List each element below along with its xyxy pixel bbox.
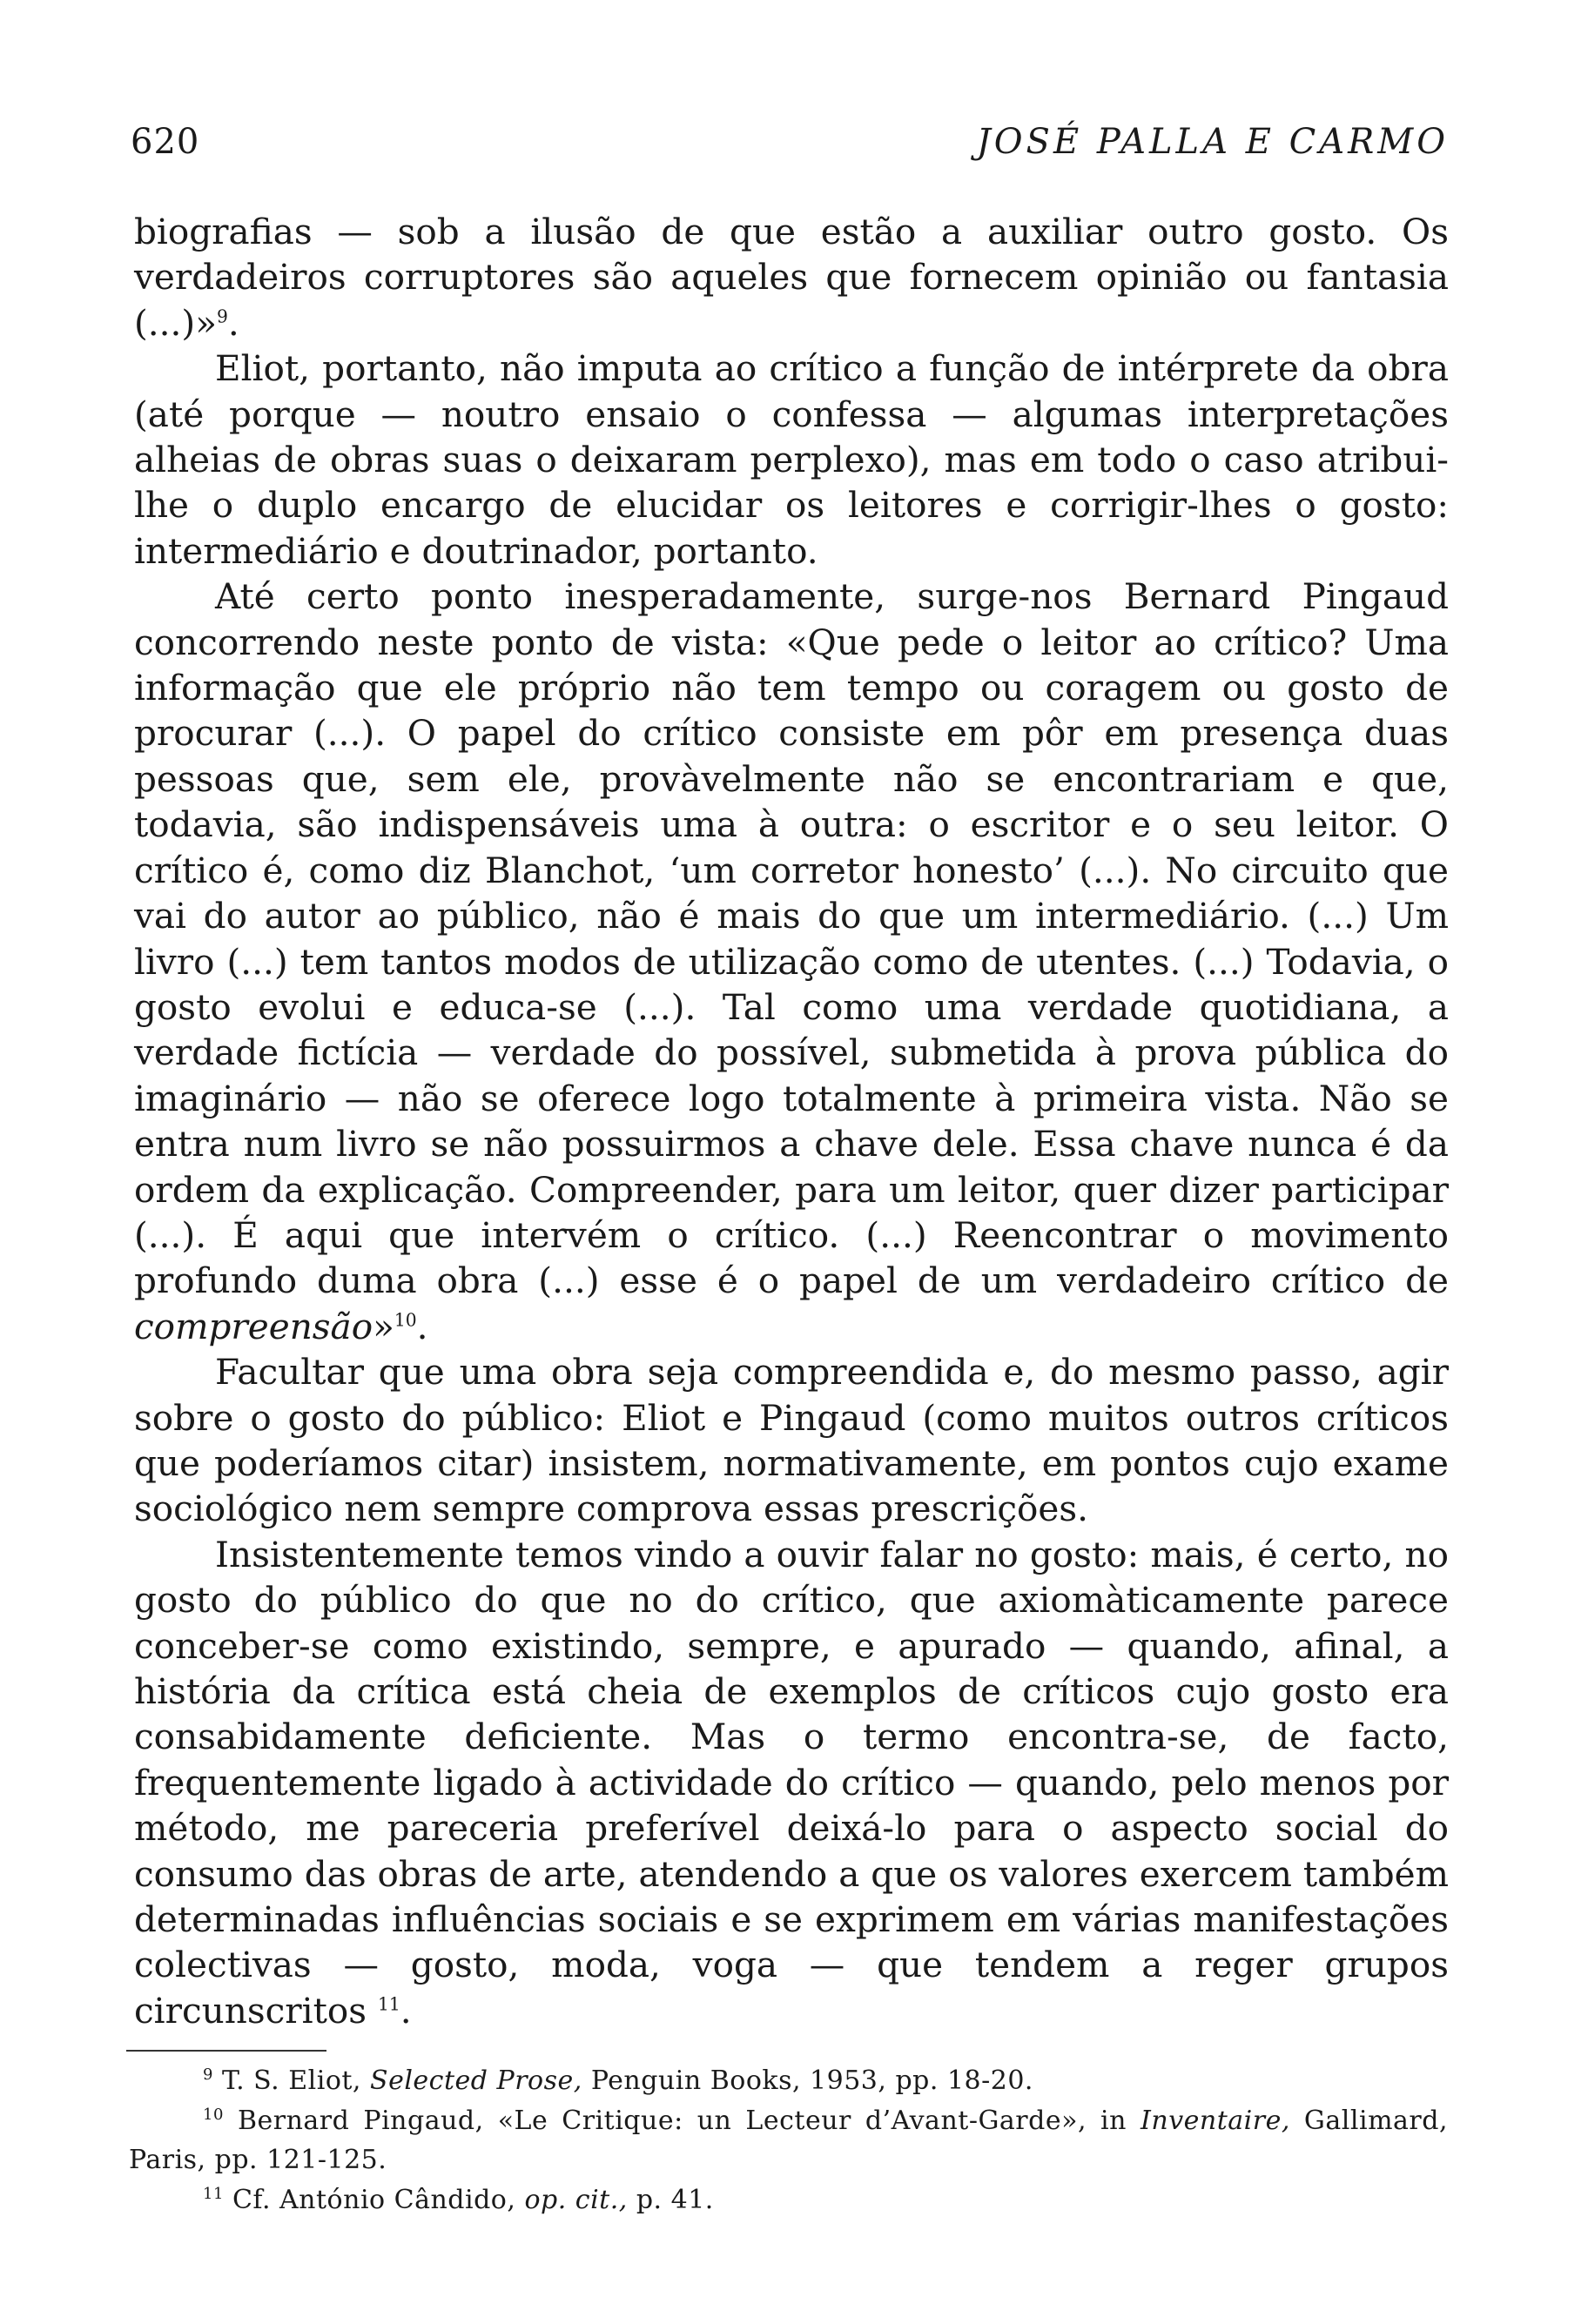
- paragraph-text: Até certo ponto inesperadamente, surge-nos Bernard Pingaud concorrendo neste ponto de vista: «Que pede o leitor ao crítico? Uma informação que ele próprio não tem tempo ou coragem ou gosto de procurar (...). O papel do crítico consiste em pôr em presença duas pessoas que, sem ele, provàvelmente não se encontrariam e que, todavia, são indispensáveis uma à outra: o escritor e o seu leitor. O crítico é, como diz Blanchot, ‘um corretor honesto’ (...). No circuito que vai do autor ao público, não é mais do que um intermediário. (...) Um livro (...) tem tantos modos de utilização como de utentes. (...) Todavia, o gosto evolui e educa-se (...). Tal como uma verdade quotidiana, a verdade fictícia — verdade do possível, submetida à prova pública do imaginário — não se oferece logo totalmente à primeira vista. Não se entra num livro se não possuirmos a chave dele. Essa chave nunca é da ordem da explicação. Compreender, para um leitor, quer dizer participar (...). É aqui que intervém o crítico. (...) Reencontrar o movimento profundo duma obra (...) esse é o papel de um verdadeiro crítico de: [134, 575, 1449, 1302]
- paragraph-4: [134, 1349, 1449, 1532]
- paragraph-3: [134, 574, 1449, 1349]
- running-head: [131, 122, 1449, 162]
- footnote-ref-9: 9: [217, 306, 228, 327]
- paragraph-5: [134, 1532, 1449, 2033]
- paragraph-text: »: [373, 1305, 394, 1347]
- footnote-ref-10: 10: [394, 1309, 417, 1331]
- footnote-9: [129, 2061, 1448, 2101]
- paragraph-2: [134, 346, 1449, 574]
- footnote-title: Selected Prose,: [370, 2065, 582, 2096]
- footnote-11: [129, 2180, 1448, 2220]
- footnote-title: Inventaire,: [1141, 2105, 1290, 2136]
- paragraph-text: Eliot, portanto, não imputa ao crítico a função de intérprete da obra (até porque — noutro ensaio o confessa — algumas interpretações alheias de obras suas o deixaram perplexo), mas em todo o caso atribui-lhe o duplo encargo de elucidar os leitores e corrigir-lhes o gosto: intermediário e doutrinador, portanto.: [134, 347, 1449, 572]
- paragraph-text: .: [416, 1305, 428, 1347]
- footnote-number: 11: [203, 2184, 224, 2203]
- running-title: JOSÉ PALLA E CARMO: [976, 122, 1449, 162]
- footnote-ref-11: 11: [377, 1993, 400, 2015]
- footnote-text: p. 41.: [627, 2184, 714, 2215]
- footnote-rule: [126, 2050, 326, 2052]
- paragraph-text: .: [400, 1989, 412, 2032]
- footnote-text: Bernard Pingaud, «Le Critique: un Lecteur d’Avant-Garde», in: [237, 2105, 1141, 2136]
- paragraph-text: Facultar que uma obra seja compreendida e, do mesmo passo, agir sobre o gosto do público: Eliot e Pingaud (como muitos outros críticos que poderíamos citar) insistem, normativamente, em pontos cujo exame sociológico nem sempre comprova essas prescrições.: [134, 1351, 1449, 1530]
- footnotes: [129, 2061, 1448, 2220]
- footnote-title: op. cit.,: [524, 2184, 628, 2215]
- paragraph-text: biografias — sob a ilusão de que estão a auxiliar outro gosto. Os verdadeiros corruptores são aqueles que fornecem opinião ou fantasia (...)»: [134, 211, 1449, 344]
- body-text: [134, 209, 1449, 2033]
- footnote-text: Cf. António Cândido,: [232, 2184, 525, 2215]
- footnote-number: 9: [203, 2065, 213, 2084]
- paragraph-text: .: [227, 301, 239, 344]
- page-number: 620: [131, 122, 200, 162]
- footnote-text: Penguin Books, 1953, pp. 18-20.: [582, 2065, 1033, 2096]
- footnote-number: 10: [203, 2105, 224, 2124]
- paragraph-1: [134, 209, 1449, 346]
- footnote-text: T. S. Eliot,: [222, 2065, 371, 2096]
- paragraph-text: Insistentemente temos vindo a ouvir falar no gosto: mais, é certo, no gosto do público do que no do crítico, que axiomàticamente parece conceber-se como existindo, sempre, e apurado — quando, afinal, a história da crítica está cheia de exemplos de críticos cujo gosto era consabidamente deficiente. Mas o termo encontra-se, de facto, frequentemente ligado à actividade do crítico — quando, pelo menos por método, me pareceria preferível deixá-lo para o aspecto social do consumo das obras de arte, atendendo a que os valores exercem também determinadas influências sociais e se exprimem em várias manifestações colectivas — gosto, moda, voga — que tendem a reger grupos circunscritos: [134, 1533, 1449, 2032]
- italic-term: compreensão: [134, 1305, 373, 1347]
- footnote-text: Gallimard, Paris, pp. 121-125.: [129, 2105, 1448, 2175]
- footnote-10: [129, 2101, 1448, 2180]
